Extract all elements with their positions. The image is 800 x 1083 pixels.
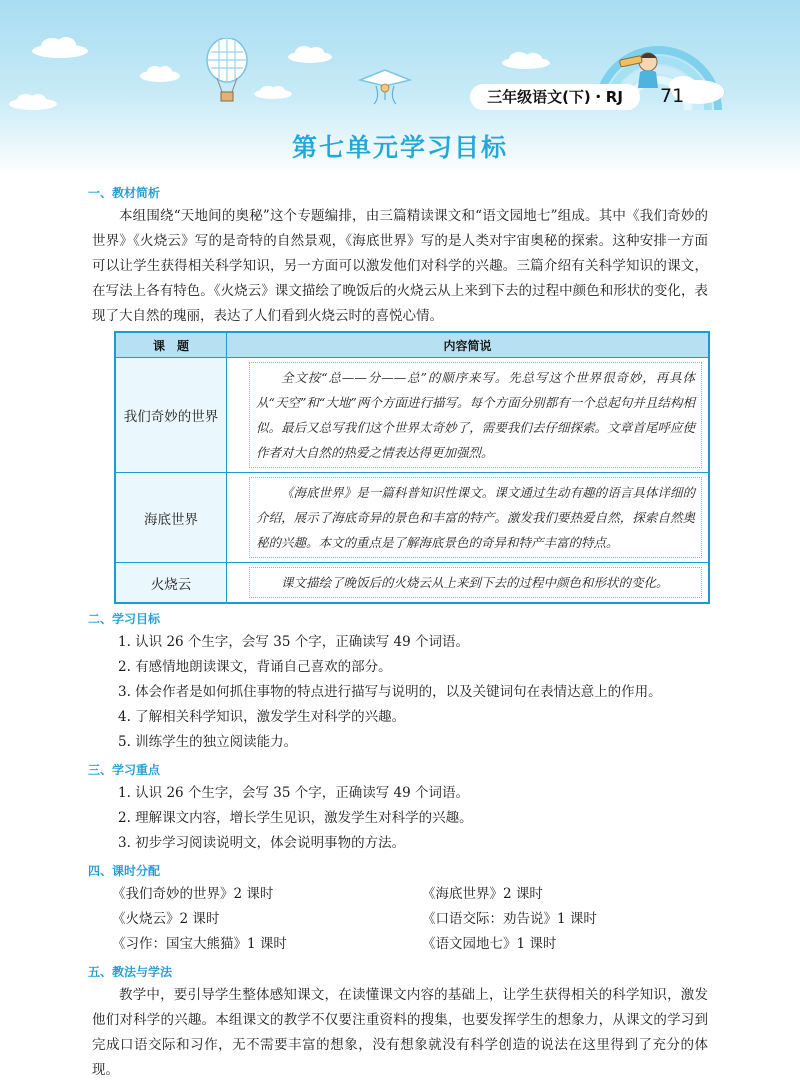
analysis-paragraph: 本组围绕“天地间的奥秘”这个专题编排，由三篇精读课文和“语文园地七”组成。其中《我们奇妙的世界》《火烧云》写的是奇特的自然景观，《海底世界》写的是人类对宇宙奥秘的探索。这种安排一方面可以让学生获得相关科学知识，另一方面可以激发他们对科学的兴趣。三篇介绍有关科学知识的课文，在写法上各有特色。《火烧云》课文描绘了晚饭后的火烧云从上来到下去的过程中颜色和形状的变化，表现了大自然的瑰丽，表达了人们看到火烧云时的喜悦心情。 bbox=[92, 208, 708, 324]
list-item: 5. 训练学生的独立阅读能力。 bbox=[118, 734, 298, 750]
lesson-summary-table bbox=[114, 331, 710, 604]
list-item: 2. 理解课文内容，增长学生见识，激发学生对科学的兴趣。 bbox=[118, 810, 473, 826]
list-item: 3. 初步学习阅读说明文，体会说明事物的方法。 bbox=[118, 835, 406, 851]
cloud-icon bbox=[138, 64, 182, 82]
table-header-row bbox=[115, 332, 709, 358]
page-title: 第七单元学习目标 bbox=[291, 133, 508, 162]
kite-icon bbox=[358, 66, 412, 106]
lesson-item: 《海底世界》2 课时 bbox=[422, 886, 543, 902]
lesson-item: 《语文园地七》1 课时 bbox=[422, 936, 557, 952]
grade-label: 三年级语文(下)・RJ bbox=[470, 84, 640, 110]
list-item: 1. 认识 26 个生字，会写 35 个字，正确读写 49 个词语。 bbox=[118, 634, 469, 650]
methods-paragraph: 教学中，要引导学生整体感知课文，在读懂课文内容的基础上，让学生获得相关的科学知识，激发他们对科学的兴趣。本组课文的教学不仅要注重资料的搜集，也要发挥学生的想象力，从课文的学习到完成口语交际和习作，无不需要丰富的想象，没有想象就没有科学创造的说法在这里得到了充分的体现。 bbox=[92, 987, 708, 1078]
table-row bbox=[115, 358, 709, 473]
lesson-item: 《习作：国宝大熊猫》1 课时 bbox=[112, 936, 287, 952]
cloud-icon bbox=[286, 44, 334, 64]
table-cell-topic: 我们奇妙的世界 bbox=[115, 358, 227, 473]
table-cell-summary: 全文按“总——分——总”的顺序来写。先总写这个世界很奇妙，再具体从“天空”和“大地”两个方面进行描写。每个方面分别都有一个总起句并且结构相似。最后又总写我们这个世界太奇妙了，需要我们去仔细探索。文章首尾呼应使作者对大自然的热爱之情表达得更加强烈。 bbox=[249, 362, 702, 468]
table-header-summary: 内容简说 bbox=[227, 332, 710, 358]
lesson-item: 《火烧云》2 课时 bbox=[112, 911, 220, 927]
cloud-icon bbox=[30, 36, 90, 58]
section-heading-methods: 五、教法与学法 bbox=[88, 965, 173, 979]
cloud-icon bbox=[252, 84, 294, 100]
table-row bbox=[115, 563, 709, 604]
page-number: 71 bbox=[660, 85, 685, 107]
hot-air-balloon-icon bbox=[205, 38, 249, 104]
table-cell-topic: 火烧云 bbox=[115, 563, 227, 604]
section-heading-focus: 三、学习重点 bbox=[88, 763, 161, 777]
table-cell-summary: 课文描绘了晚饭后的火烧云从上来到下去的过程中颜色和形状的变化。 bbox=[249, 567, 702, 598]
list-item: 3. 体会作者是如何抓住事物的特点进行描写与说明的，以及关键词句在表情达意上的作用。 bbox=[118, 684, 662, 700]
lesson-schedule bbox=[92, 882, 708, 957]
table-row bbox=[115, 473, 709, 563]
section-heading-analysis: 一、教材简析 bbox=[88, 186, 161, 200]
list-item: 1. 认识 26 个生字，会写 35 个字，正确读写 49 个词语。 bbox=[118, 785, 469, 801]
table-cell-topic: 海底世界 bbox=[115, 473, 227, 563]
table-header-topic: 课 题 bbox=[115, 332, 227, 358]
main-content bbox=[88, 178, 708, 1083]
lesson-item: 《口语交际：劝告说》1 课时 bbox=[422, 911, 597, 927]
list-item: 4. 了解相关科学知识，激发学生对科学的兴趣。 bbox=[118, 709, 406, 725]
table-cell-summary: 《海底世界》是一篇科普知识性课文。课文通过生动有趣的语言具体详细的介绍，展示了海底奇异的景色和丰富的特产。激发我们要热爱自然，探索自然奥秘的兴趣。本文的重点是了解海底景色的奇异和特产丰富的特点。 bbox=[249, 477, 702, 558]
cloud-icon bbox=[500, 50, 552, 70]
section-heading-schedule: 四、课时分配 bbox=[88, 864, 161, 878]
section-heading-goals: 二、学习目标 bbox=[88, 612, 161, 626]
cloud-icon bbox=[8, 92, 58, 110]
lesson-item: 《我们奇妙的世界》2 课时 bbox=[112, 886, 274, 902]
list-item: 2. 有感情地朗读课文，背诵自己喜欢的部分。 bbox=[118, 659, 392, 675]
